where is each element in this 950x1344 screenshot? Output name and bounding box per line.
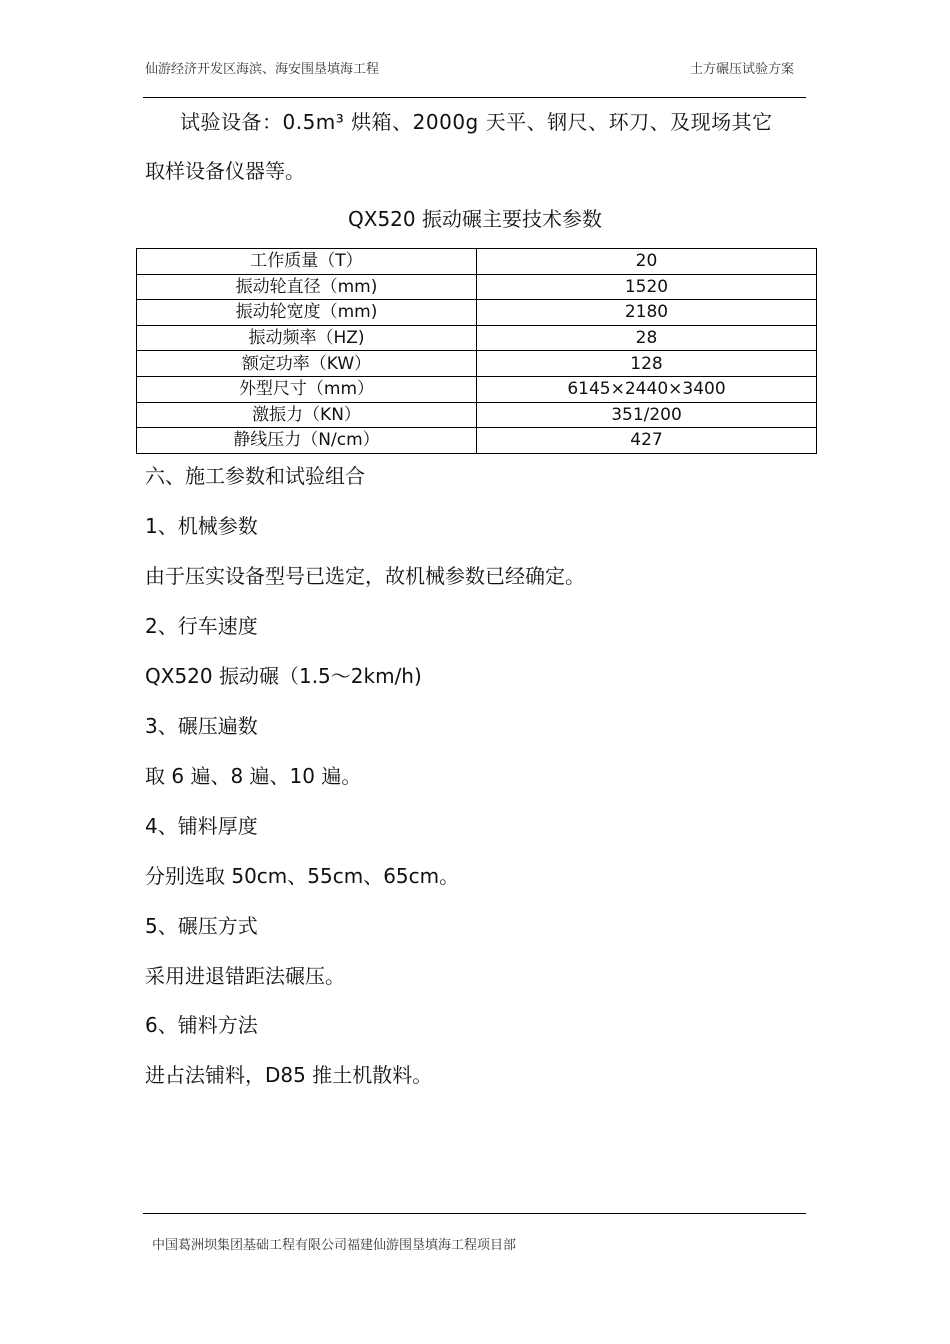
param-cell: 额定功率（KW） [137, 351, 477, 377]
section-heading: 六、施工参数和试验组合 [145, 464, 365, 488]
table-row [137, 402, 817, 428]
param-cell: 激振力（KN） [137, 402, 477, 428]
value-cell: 128 [477, 351, 817, 377]
subsection-heading: 1、机械参数 [145, 514, 258, 538]
body-text: QX520 振动碾（1.5～2km/h) [145, 664, 422, 688]
table-row [137, 249, 817, 275]
intro-line-1: 试验设备：0.5m³ 烘箱、2000g 天平、钢尺、环刀、及现场其它 [180, 110, 773, 134]
body-text: 由于压实设备型号已选定，故机械参数已经确定。 [145, 564, 585, 588]
param-cell: 振动轮直径（mm) [137, 274, 477, 300]
param-cell: 外型尺寸（mm） [137, 376, 477, 402]
param-cell: 工作质量（T） [137, 249, 477, 275]
subsection-heading: 5、碾压方式 [145, 914, 258, 938]
param-cell: 振动轮宽度（mm) [137, 300, 477, 326]
table-row [137, 351, 817, 377]
table-title: QX520 振动碾主要技术参数 [348, 207, 602, 231]
table-row [137, 300, 817, 326]
footer-divider [143, 1213, 806, 1214]
body-text: 分别选取 50cm、55cm、65cm。 [145, 864, 460, 888]
subsection-heading: 4、铺料厚度 [145, 814, 258, 838]
header-document-title: 土方碾压试验方案 [690, 62, 795, 77]
value-cell: 1520 [477, 274, 817, 300]
subsection-heading: 3、碾压遍数 [145, 714, 258, 738]
header-divider [143, 97, 806, 98]
param-cell: 振动频率（HZ) [137, 325, 477, 351]
table-row [137, 325, 817, 351]
value-cell: 28 [477, 325, 817, 351]
value-cell: 2180 [477, 300, 817, 326]
body-text: 采用进退错距法碾压。 [145, 964, 345, 988]
param-cell: 静线压力（N/cm） [137, 428, 477, 454]
subsection-heading: 2、行车速度 [145, 614, 258, 638]
subsection-heading: 6、铺料方法 [145, 1013, 258, 1037]
intro-line-2: 取样设备仪器等。 [145, 159, 305, 183]
table-row [137, 428, 817, 454]
body-text: 进占法铺料，D85 推土机散料。 [145, 1063, 433, 1087]
table-row [137, 274, 817, 300]
header-project-name: 仙游经济开发区海滨、海安围垦填海工程 [145, 62, 380, 77]
value-cell: 20 [477, 249, 817, 275]
spec-table [136, 248, 817, 454]
body-text: 取 6 遍、8 遍、10 遍。 [145, 764, 362, 788]
value-cell: 6145×2440×3400 [477, 376, 817, 402]
footer-company: 中国葛洲坝集团基础工程有限公司福建仙游围垦填海工程项目部 [152, 1238, 517, 1253]
table-row [137, 376, 817, 402]
value-cell: 351/200 [477, 402, 817, 428]
value-cell: 427 [477, 428, 817, 454]
